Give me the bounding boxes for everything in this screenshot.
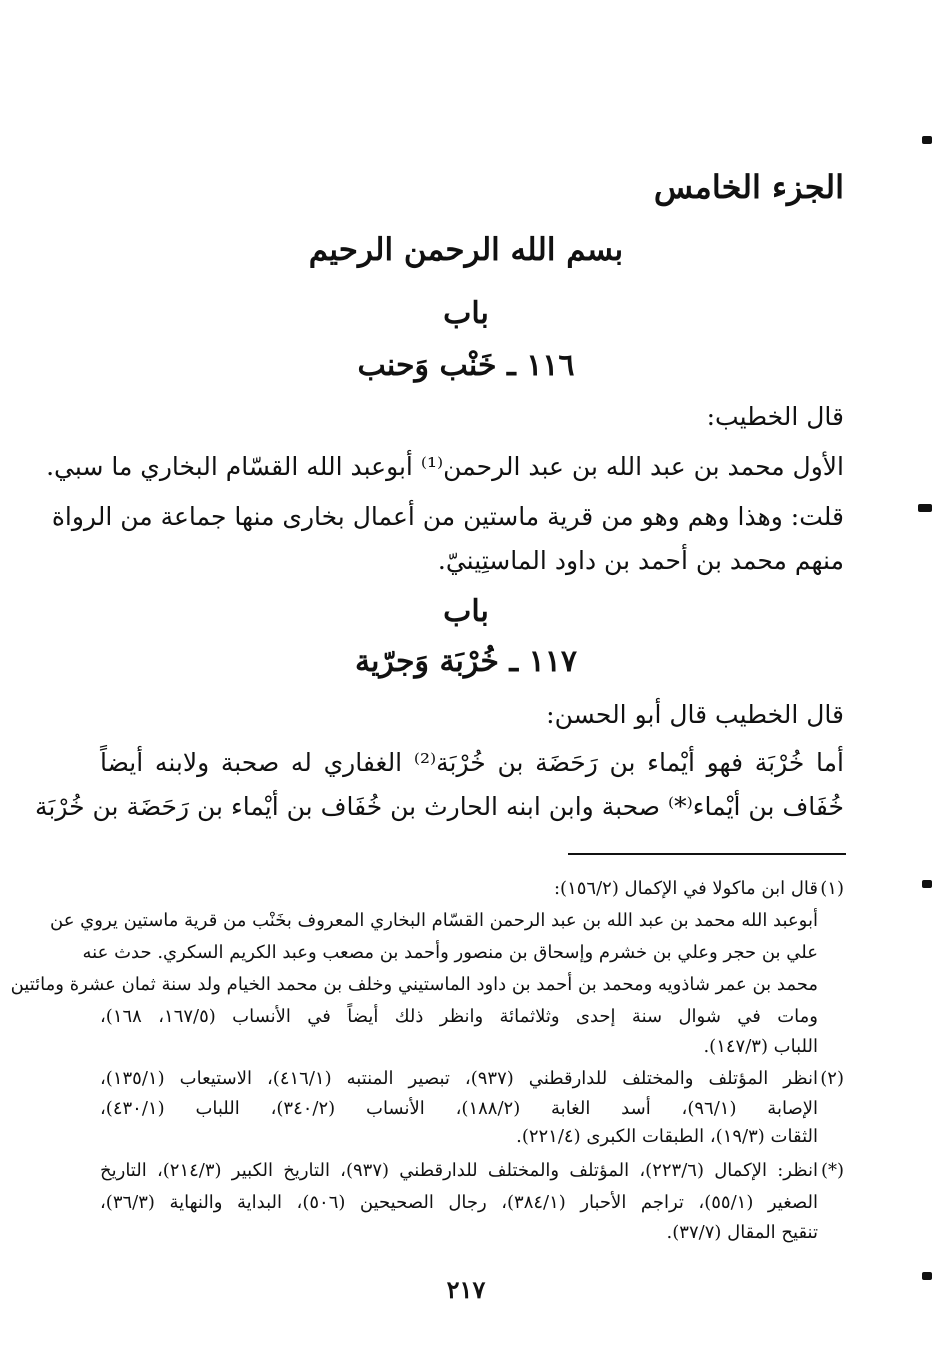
body-line: أما خُرْبَة فهو أيْماء بن رَحَضَة بن خُرْبَة⁽²⁾ الغفاري له صحبة ولابنه أيضاً: [100, 748, 844, 777]
footnote-line: قال ابن ماكولا في الإكمال (١٥٦/٢):: [553, 878, 818, 899]
part-title: الجزء الخامس: [653, 168, 844, 206]
footnote-line: الصغير (٥٥/١)، تراجم الأحبار (٣٨٤/١)، رجال الصحيحين (٥٠٦)، البداية والنهاية (٣٦/٣)،: [100, 1192, 818, 1213]
footnote-number: (*): [820, 1160, 844, 1181]
scan-edge-mark: [922, 880, 932, 888]
footnote-line: محمد بن عمر شاذويه ومحمد بن أحمد بن داود الماستيني وخلف بن محمد الخيام ولد سنة ثمان عشرة ومائتين: [10, 974, 818, 995]
footnote-line: الثقات (١٩/٣)، الطبقات الكبرى (٢٢١/٤).: [516, 1126, 818, 1147]
basmala: بسم الله الرحمن الرحيم: [308, 232, 624, 268]
body-line: قال الخطيب قال أبو الحسن:: [546, 700, 844, 729]
footnote-line: اللباب (١٤٧/٣).: [703, 1036, 818, 1057]
footnote-line: انظر: الإكمال (٢٢٣/٦)، المؤتلف والمختلف للدارقطني (٩٣٧)، التاريخ الكبير (٢١٤/٣)، التاريخ: [100, 1160, 819, 1181]
footnote-separator: [568, 853, 846, 855]
footnote-line: ومات في شوال سنة إحدى وثلاثمائة وانظر ذلك أيضاً في الأنساب (١٦٧/٥، ١٦٨)،: [100, 1006, 818, 1027]
footnote-line: تنقيح المقال (٣٧/٧).: [666, 1222, 818, 1243]
footnote-line: انظر المؤتلف والمختلف للدارقطني (٩٣٧)، تبصير المنتبه (٤١٦/١)، الاستيعاب (١٣٥/١)،: [100, 1068, 818, 1089]
scan-edge-mark: [918, 504, 932, 512]
body-line: قال الخطيب:: [706, 402, 844, 431]
footnote-number: (١): [820, 878, 844, 899]
footnote-line: الإصابة (٩٦/١)، أسد الغابة (١٨٨/٢)، الأنساب (٣٤٠/٢)، اللباب (٤٣٠/١)،: [100, 1098, 818, 1119]
page-number: ٢١٧: [446, 1275, 486, 1304]
footnote-line: علي بن حجر وعلي بن خشرم وإسحاق بن منصور وأحمد بن مصعب وعبد الكريم السكري. حدث عنه: [82, 942, 818, 963]
body-line: قلت: وهذا وهم وهو من قرية ماستين من أعمال بخارى منها جماعة من الرواة: [51, 502, 844, 531]
entry-heading: ١١٧ ـ خُرْبَة وَجرّية: [354, 644, 577, 679]
body-line: منهم محمد بن أحمد بن داود الماستِينيّ.: [437, 546, 844, 575]
scan-edge-mark: [922, 136, 932, 144]
body-line: الأول محمد بن عبد الله بن عبد الرحمن⁽¹⁾ أبوعبد الله القسّام البخاري ما سبي.: [46, 452, 844, 481]
footnote-line: أبوعبد الله محمد بن عبد الله بن عبد الرحمن القسّام البخاري المعروف بخَنْب من قرية ماستين يروي عن: [50, 910, 818, 931]
scan-edge-mark: [922, 1272, 932, 1280]
section-heading-bab: باب: [443, 594, 489, 629]
section-heading-bab: باب: [443, 296, 489, 331]
body-line: خُفَاف بن أيْماء⁽*⁾ صحبة وابن ابنه الحارث بن خُفَاف بن أيْماء بن رَحَضَة بن خُرْبَة: [34, 792, 844, 821]
footnote-number: (٢): [820, 1068, 844, 1089]
entry-heading: ١١٦ ـ خَنْب وَحنب: [357, 348, 575, 383]
